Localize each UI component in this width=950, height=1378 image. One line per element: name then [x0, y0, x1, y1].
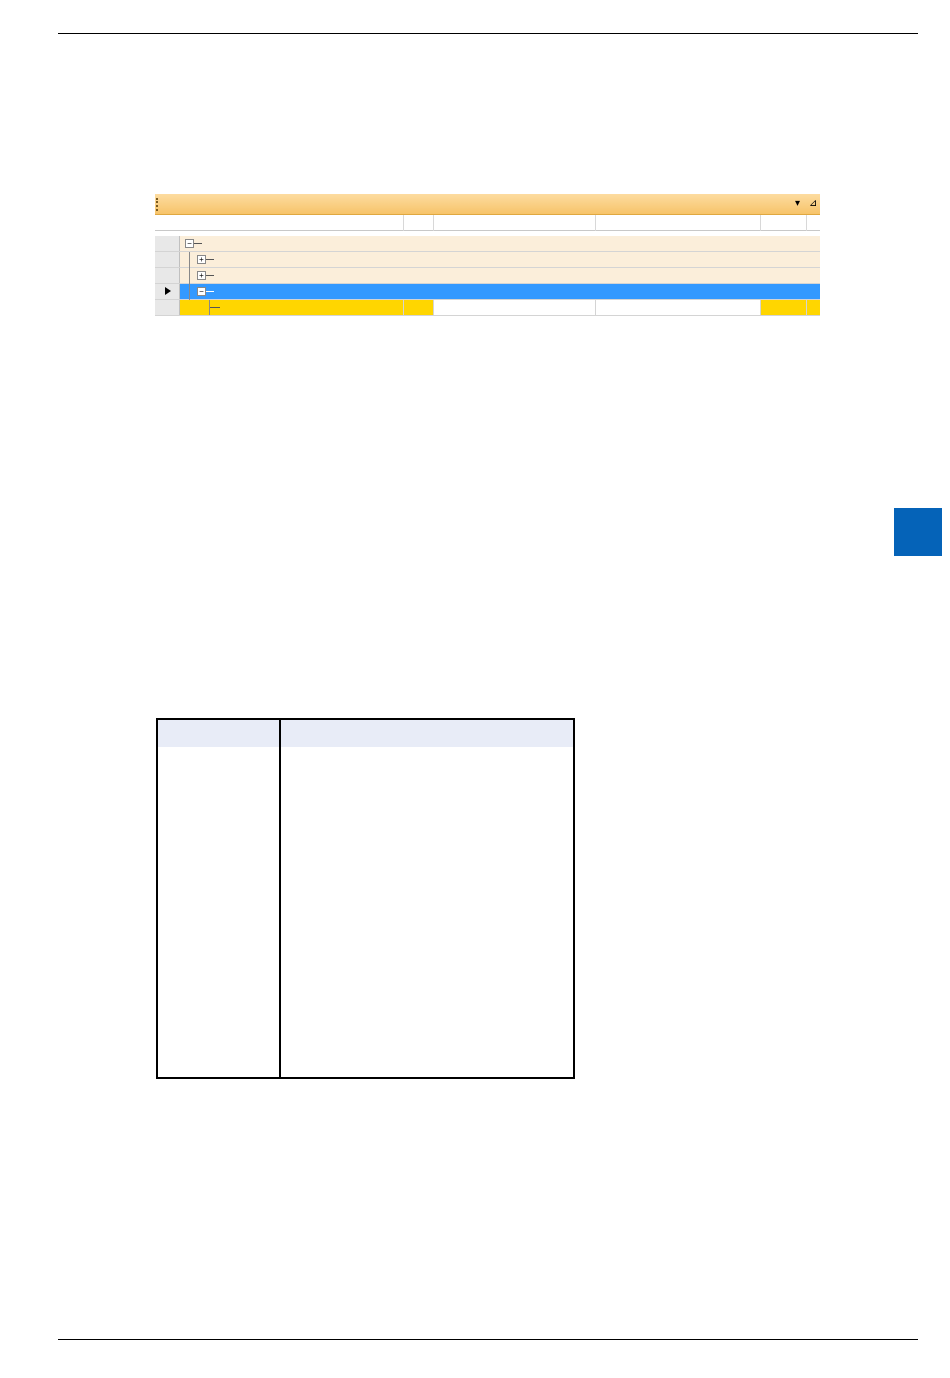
top-rule [58, 33, 918, 34]
symbol-group-row[interactable] [155, 300, 820, 316]
address-cell[interactable] [433, 300, 595, 315]
tag-cell[interactable] [806, 300, 820, 315]
type-cell[interactable] [403, 300, 433, 315]
tree-row-slot0[interactable] [155, 284, 820, 300]
current-row-arrow-icon [165, 287, 171, 295]
collapse-icon[interactable]: − [185, 239, 194, 248]
row-selector [155, 300, 180, 315]
tree-row-io0[interactable] [155, 252, 820, 268]
scope-cell[interactable] [760, 300, 806, 315]
io0-label [217, 252, 820, 267]
io1-label [217, 268, 820, 283]
empty-table [156, 718, 575, 1079]
expand-icon[interactable]: + [197, 271, 206, 280]
triangle-down-icon[interactable]: ▾ [795, 198, 801, 209]
pin-icon[interactable]: ⊿ [809, 198, 818, 209]
media-mapping-window [155, 194, 820, 632]
symbol-name-cell[interactable] [180, 300, 403, 315]
tree-row-io1[interactable] [155, 268, 820, 284]
slot0-label [217, 284, 820, 299]
drag-grip-icon[interactable] [156, 198, 160, 211]
device-label [206, 236, 820, 251]
column-divider [279, 720, 281, 1077]
column-header [155, 215, 820, 231]
chapter-tab-marker [894, 508, 942, 556]
comment-cell[interactable] [595, 300, 760, 315]
expand-icon[interactable]: + [197, 255, 206, 264]
bottom-rule [58, 1339, 918, 1340]
collapse-icon[interactable]: − [197, 287, 206, 296]
window-title-bar [155, 194, 820, 215]
table-header-row [158, 720, 573, 747]
tree-row-device[interactable] [155, 236, 820, 252]
